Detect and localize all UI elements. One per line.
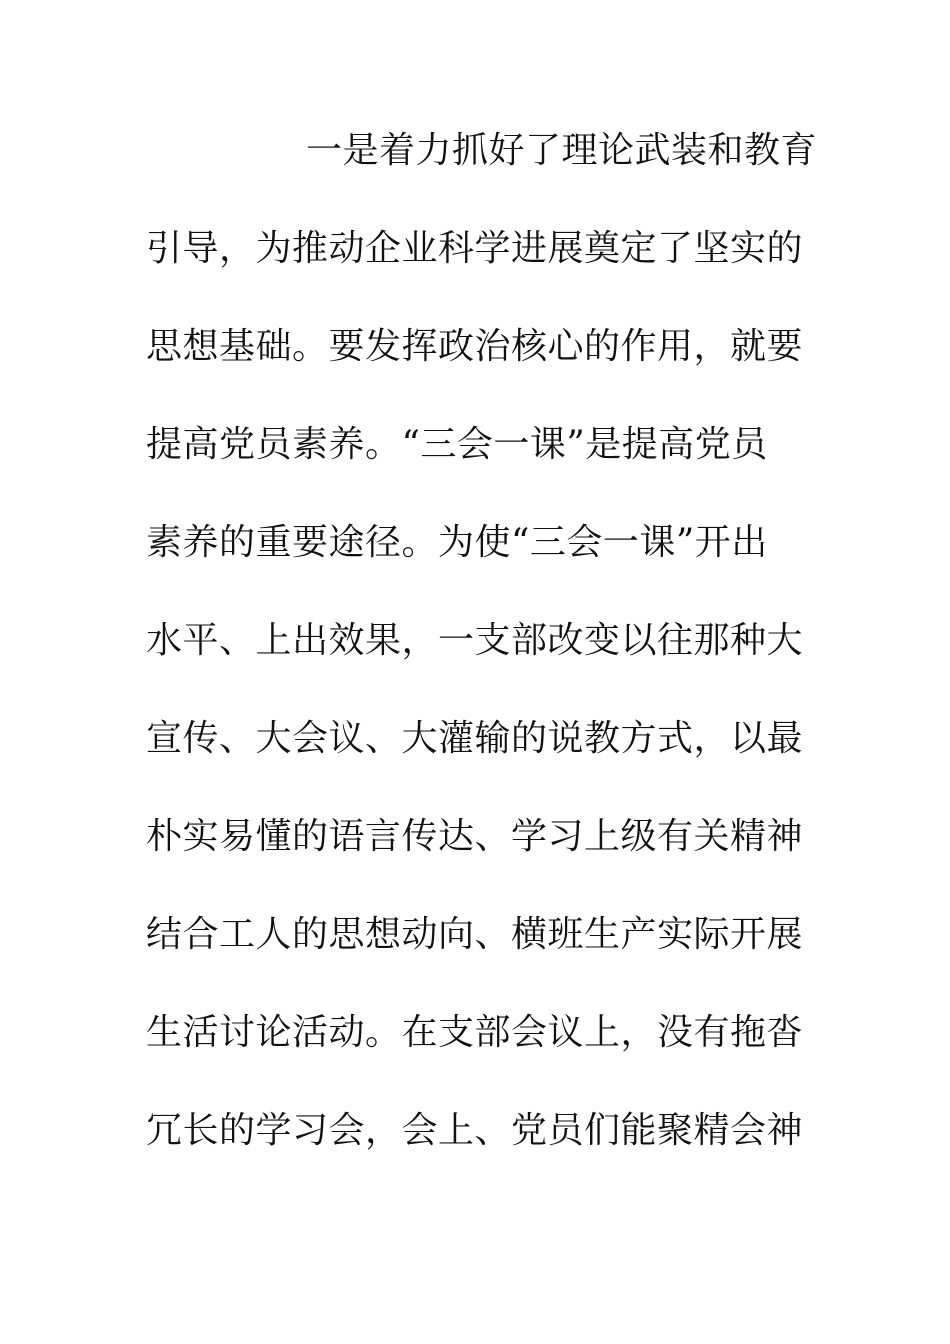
text-line: 生活讨论活动。在支部会议上，没有拖沓 [146, 1012, 804, 1053]
text-line: 提高党员素养。“三会一课”是提高党员 [146, 424, 768, 465]
text-line: 引导，为推动企业科学进展奠定了坚实的 [146, 228, 804, 269]
text-line: 宣传、大会议、大灌输的说教方式，以最 [146, 718, 804, 759]
text-line: 朴实易懂的语言传达、学习上级有关精神 [146, 816, 804, 857]
text-line: 水平、上出效果，一支部改变以往那种大 [146, 620, 804, 661]
text-line: 素养的重要途径。为使“三会一课”开出 [146, 522, 768, 563]
body-paragraph [146, 120, 826, 1198]
text-line: 冗长的学习会，会上、党员们能聚精会神 [146, 1110, 804, 1151]
text-line: 结合工人的思想动向、横班生产实际开展 [146, 914, 804, 955]
text-line: 思想基础。要发挥政治核心的作用，就要 [146, 326, 804, 367]
text-line: 一是着力抓好了理论武装和教育 [306, 130, 818, 171]
